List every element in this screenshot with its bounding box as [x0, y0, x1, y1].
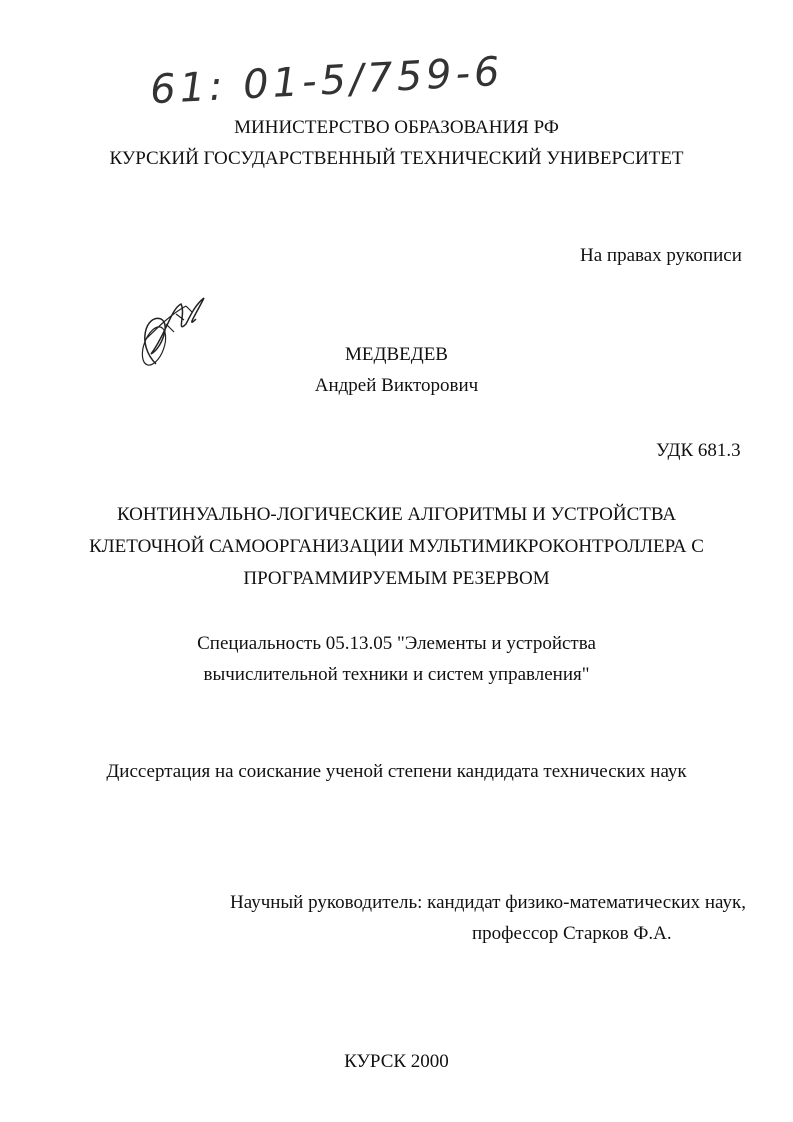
specialty-line-2: вычислительной техники и систем управления": [203, 664, 590, 685]
udc-code: УДК 681.3: [656, 440, 741, 461]
supervisor-line-2: профессор Старков Ф.А.: [472, 923, 672, 944]
author-surname: МЕДВЕДЕВ: [345, 344, 448, 365]
city-year: КУРСК 2000: [344, 1051, 449, 1072]
handwritten-archive-code: 61: 01-5/759-6: [149, 48, 505, 114]
thesis-title-line-2: КЛЕТОЧНОЙ САМООРГАНИЗАЦИИ МУЛЬТИМИКРОКОНТРОЛЛЕРА С: [89, 536, 704, 557]
university-heading: КУРСКИЙ ГОСУДАРСТВЕННЫЙ ТЕХНИЧЕСКИЙ УНИВЕРСИТЕТ: [109, 148, 684, 169]
thesis-title-line-1: КОНТИНУАЛЬНО-ЛОГИЧЕСКИЕ АЛГОРИТМЫ И УСТРОЙСТВА: [116, 504, 677, 525]
specialty-line-1: Специальность 05.13.05 "Элементы и устройства: [197, 633, 596, 654]
ministry-heading: МИНИСТЕРСТВО ОБРАЗОВАНИЯ РФ: [234, 117, 559, 138]
degree-statement: Диссертация на соискание ученой степени кандидата технических наук: [106, 761, 687, 782]
author-given-names: Андрей Викторович: [314, 375, 479, 396]
rights-note: На правах рукописи: [580, 245, 742, 266]
thesis-title-line-3: ПРОГРАММИРУЕМЫМ РЕЗЕРВОМ: [243, 568, 550, 589]
supervisor-line-1: Научный руководитель: кандидат физико-математических наук,: [230, 892, 746, 913]
